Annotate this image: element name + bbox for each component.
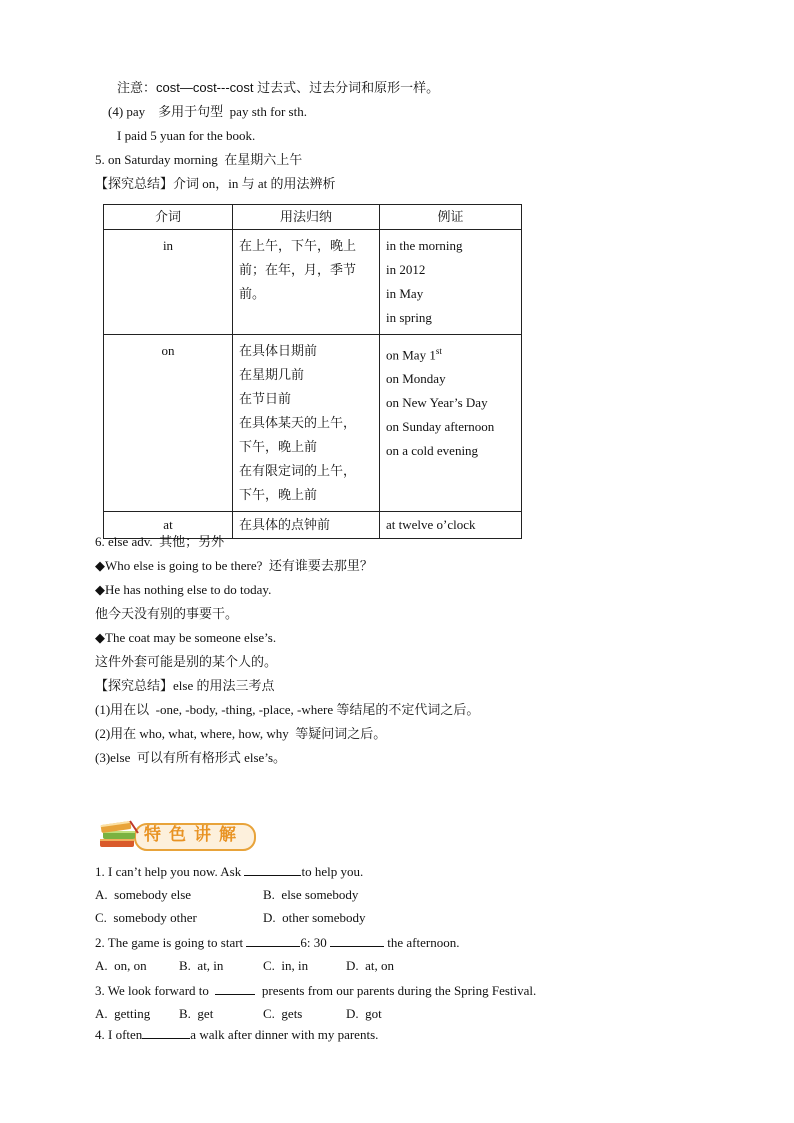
usage-cell: [233, 512, 380, 539]
q2-text-b: 6: 30: [300, 935, 331, 950]
q1-option-c: C. somebody other: [95, 910, 197, 925]
example-line: on a cold evening: [386, 443, 479, 459]
header-examples: 例证: [380, 205, 522, 230]
answer-blank: [215, 982, 255, 995]
prep-cell: on: [104, 335, 233, 512]
example-line: on Sunday afternoon: [386, 419, 495, 435]
usage-line: 在具体日期前: [239, 343, 318, 358]
example-line: in spring: [386, 310, 432, 325]
else-point-3: (3)else 可以有所有格形式 else’s。: [95, 750, 287, 765]
q4-text-b: a walk after dinner with my parents.: [190, 1027, 379, 1042]
example-line: [386, 339, 515, 367]
usage-cell: [233, 230, 380, 335]
item-6-else: 6. else adv. 其他；另外: [95, 534, 225, 549]
item-5-saturday: 5. on Saturday morning 在星期六上午: [95, 152, 303, 167]
q3-option-a: A. getting: [95, 1006, 151, 1021]
usage-line: 下午，晚上前: [239, 487, 318, 502]
else-example-3: ◆The coat may be someone else’s.: [95, 630, 277, 645]
feature-banner: [96, 817, 260, 853]
q2-option-d: D. at, on: [346, 958, 395, 973]
question-3: [95, 982, 536, 999]
examples-cell: [380, 512, 522, 539]
usage-line: 在具体的点钟前: [239, 517, 331, 532]
example-line: on Monday: [386, 371, 446, 387]
q2-text-a: 2. The game is going to start: [95, 935, 247, 950]
else-example-3-translation: 这件外套可能是别的某个人的。: [95, 654, 278, 669]
q1-option-b: B. else somebody: [263, 887, 359, 902]
question-2: [95, 934, 459, 951]
summary-title-else: 【探究总结】else 的用法三考点: [95, 678, 275, 693]
q2-option-b: B. at, in: [179, 958, 224, 973]
usage-line: 前。: [239, 286, 266, 301]
q3-option-c: C. gets: [263, 1006, 303, 1021]
else-point-1: (1)用在以 -one, -body, -thing, -place, -where 等结尾的不定代词之后。: [95, 702, 480, 717]
else-example-1: ◆Who else is going to be there? 还有谁要去那里？: [95, 558, 373, 573]
example-line: at twelve o’clock: [386, 517, 476, 532]
answer-blank: [246, 934, 300, 947]
usage-line: 在上午，下午，晚上: [239, 238, 357, 253]
q3-text-b: presents from our parents during the Spring Festival.: [255, 983, 537, 998]
else-example-2: ◆He has nothing else to do today.: [95, 582, 272, 597]
summary-title-prepositions: 【探究总结】介词 on，in 与 at 的用法辨析: [95, 176, 336, 191]
header-prep: 介词: [104, 205, 233, 230]
q2-option-a: A. on, on: [95, 958, 147, 973]
prep-cell: in: [104, 230, 233, 335]
prepositions-table: [103, 204, 522, 539]
else-point-2: (2)用在 who, what, where, how, why 等疑问词之后。: [95, 726, 387, 741]
usage-line: 在有限定词的上午，: [239, 463, 357, 478]
q1-option-d: D. other somebody: [263, 910, 366, 925]
banner-label: 特色讲解: [144, 825, 244, 845]
example-line: in the morning: [386, 238, 463, 253]
example-line: on New Year’s Day: [386, 395, 488, 411]
example-paid: I paid 5 yuan for the book.: [117, 128, 256, 143]
header-usage: 用法归纳: [233, 205, 380, 230]
answer-blank: [244, 863, 301, 876]
table-row: [104, 230, 522, 335]
table-row: [104, 335, 522, 512]
q3-option-d: D. got: [346, 1006, 382, 1021]
q2-text-c: the afternoon.: [384, 935, 460, 950]
q1-option-a: A. somebody else: [95, 887, 192, 902]
ordinal-suffix: st: [435, 346, 442, 356]
question-4: [95, 1026, 378, 1043]
usage-line: 在节日前: [239, 391, 292, 406]
question-1: [95, 863, 363, 880]
q4-text-a: 4. I often: [95, 1027, 143, 1042]
examples-cell: [380, 230, 522, 335]
answer-blank: [330, 934, 384, 947]
usage-line: 下午，晚上前: [239, 439, 318, 454]
example-line: in May: [386, 286, 424, 301]
example-may-first: on May 1: [386, 347, 436, 363]
q3-option-b: B. get: [179, 1006, 214, 1021]
q3-text-a: 3. We look forward to: [95, 983, 216, 998]
table-header-row: [104, 205, 522, 230]
else-example-2-translation: 他今天没有别的事要干。: [95, 606, 239, 621]
q2-option-c: C. in, in: [263, 958, 309, 973]
examples-cell: [380, 335, 522, 512]
item-4-pay: (4) pay 多用于句型 pay sth for sth.: [108, 104, 307, 119]
answer-blank: [142, 1026, 190, 1039]
books-icon: [96, 817, 144, 853]
q1-text-b: to help you.: [301, 864, 364, 879]
usage-line: 前；在年，月，季节: [239, 262, 357, 277]
usage-cell: [233, 335, 380, 512]
usage-line: 在星期几前: [239, 367, 305, 382]
note-cost: 注意：cost—cost---cost 过去式、过去分词和原形一样。: [117, 80, 440, 95]
example-line: in 2012: [386, 262, 426, 277]
prep-cell: at: [104, 512, 233, 539]
usage-line: 在具体某天的上午，: [239, 415, 357, 430]
q1-text-a: 1. I can’t help you now. Ask: [95, 864, 245, 879]
